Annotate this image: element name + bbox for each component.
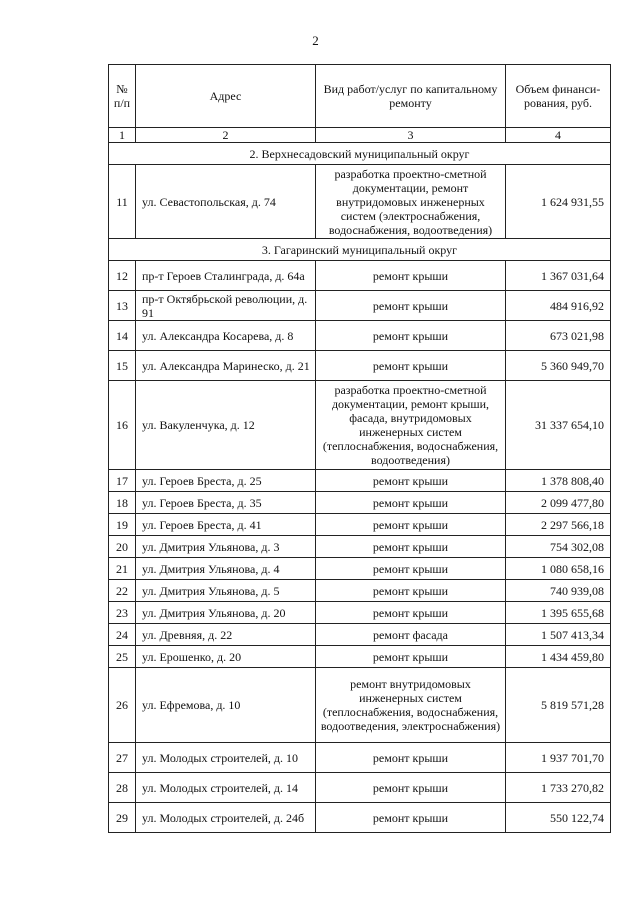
header-row (109, 65, 611, 128)
table-row (109, 668, 611, 743)
row-work-type: ремонт крыши (316, 646, 506, 668)
column-index-row (109, 128, 611, 143)
column-index: 4 (506, 128, 611, 143)
row-number: 14 (109, 321, 136, 351)
row-work-type: ремонт крыши (316, 351, 506, 381)
column-index: 3 (316, 128, 506, 143)
row-amount: 5 819 571,28 (506, 668, 611, 743)
row-work-type: ремонт крыши (316, 514, 506, 536)
district-header-row (109, 239, 611, 261)
row-work-type: ремонт внутридомовых инженерных систем (теплоснабжения, водоснабжения, водоотведения, электроснабжения) (316, 668, 506, 743)
row-address: ул. Александра Косарева, д. 8 (136, 321, 316, 351)
row-amount: 2 099 477,80 (506, 492, 611, 514)
row-address: ул. Александра Маринеско, д. 21 (136, 351, 316, 381)
row-address: ул. Древняя, д. 22 (136, 624, 316, 646)
row-work-type: разработка проектно-сметной документации, ремонт внутридомовых инженерных систем (электроснабжения, водоснабжения, водоотведения) (316, 165, 506, 239)
table-row (109, 773, 611, 803)
row-amount: 754 302,08 (506, 536, 611, 558)
row-work-type: ремонт крыши (316, 580, 506, 602)
table-row (109, 536, 611, 558)
row-amount: 5 360 949,70 (506, 351, 611, 381)
row-number: 20 (109, 536, 136, 558)
row-work-type: ремонт крыши (316, 291, 506, 321)
row-work-type: ремонт крыши (316, 470, 506, 492)
row-number: 24 (109, 624, 136, 646)
district-header-row (109, 143, 611, 165)
row-work-type: ремонт крыши (316, 536, 506, 558)
header-address: Адрес (136, 65, 316, 128)
row-number: 15 (109, 351, 136, 381)
row-work-type: ремонт крыши (316, 743, 506, 773)
column-index: 2 (136, 128, 316, 143)
header-work: Вид работ/услуг по капитальному ремонту (316, 65, 506, 128)
row-amount: 1 395 655,68 (506, 602, 611, 624)
row-amount: 1 733 270,82 (506, 773, 611, 803)
table-row (109, 165, 611, 239)
table-row (109, 558, 611, 580)
row-work-type: ремонт крыши (316, 803, 506, 833)
row-address: ул. Ерошенко, д. 20 (136, 646, 316, 668)
row-work-type: ремонт крыши (316, 261, 506, 291)
row-address: ул. Молодых строителей, д. 24б (136, 803, 316, 833)
table-row (109, 381, 611, 470)
row-number: 21 (109, 558, 136, 580)
row-number: 13 (109, 291, 136, 321)
row-amount: 673 021,98 (506, 321, 611, 351)
row-address: ул. Героев Бреста, д. 35 (136, 492, 316, 514)
row-number: 19 (109, 514, 136, 536)
row-address: ул. Молодых строителей, д. 10 (136, 743, 316, 773)
row-work-type: ремонт крыши (316, 602, 506, 624)
row-amount: 550 122,74 (506, 803, 611, 833)
row-work-type: ремонт фасада (316, 624, 506, 646)
column-index: 1 (109, 128, 136, 143)
row-address: ул. Дмитрия Ульянова, д. 4 (136, 558, 316, 580)
row-number: 28 (109, 773, 136, 803)
row-address: ул. Героев Бреста, д. 25 (136, 470, 316, 492)
row-number: 22 (109, 580, 136, 602)
row-amount: 1 624 931,55 (506, 165, 611, 239)
row-number: 27 (109, 743, 136, 773)
row-amount: 31 337 654,10 (506, 381, 611, 470)
table-row (109, 492, 611, 514)
row-amount: 1 367 031,64 (506, 261, 611, 291)
table-row (109, 624, 611, 646)
table-row (109, 803, 611, 833)
table-row (109, 646, 611, 668)
row-work-type: разработка проектно-сметной документации, ремонт крыши, фасада, внутридомовых инженерных систем (теплоснабжения, водоснабжения, водоотведения) (316, 381, 506, 470)
row-amount: 1 378 808,40 (506, 470, 611, 492)
row-address: ул. Вакуленчука, д. 12 (136, 381, 316, 470)
header-num: № п/п (109, 65, 136, 128)
table-row (109, 514, 611, 536)
district-title: 2. Верхнесадовский муниципальный округ (109, 143, 611, 165)
row-address: ул. Дмитрия Ульянова, д. 20 (136, 602, 316, 624)
table-row (109, 580, 611, 602)
row-amount: 1 434 459,80 (506, 646, 611, 668)
district-title: 3. Гагаринский муниципальный округ (109, 239, 611, 261)
row-number: 23 (109, 602, 136, 624)
row-number: 17 (109, 470, 136, 492)
row-amount: 2 297 566,18 (506, 514, 611, 536)
table-row (109, 470, 611, 492)
row-address: ул. Дмитрия Ульянова, д. 3 (136, 536, 316, 558)
row-work-type: ремонт крыши (316, 321, 506, 351)
table-row (109, 261, 611, 291)
page-number: 2 (312, 33, 319, 48)
row-number: 11 (109, 165, 136, 239)
row-amount: 1 507 413,34 (506, 624, 611, 646)
table-row (109, 291, 611, 321)
table-row (109, 321, 611, 351)
row-address: ул. Ефремова, д. 10 (136, 668, 316, 743)
row-amount: 740 939,08 (506, 580, 611, 602)
row-number: 26 (109, 668, 136, 743)
table-row (109, 351, 611, 381)
row-address: ул. Героев Бреста, д. 41 (136, 514, 316, 536)
row-work-type: ремонт крыши (316, 558, 506, 580)
row-amount: 1 080 658,16 (506, 558, 611, 580)
row-address: ул. Дмитрия Ульянова, д. 5 (136, 580, 316, 602)
table-row (109, 602, 611, 624)
row-number: 18 (109, 492, 136, 514)
row-address: ул. Молодых строителей, д. 14 (136, 773, 316, 803)
table-row (109, 743, 611, 773)
row-number: 12 (109, 261, 136, 291)
repair-register-table (108, 64, 611, 833)
row-amount: 1 937 701,70 (506, 743, 611, 773)
row-work-type: ремонт крыши (316, 773, 506, 803)
row-number: 29 (109, 803, 136, 833)
header-amount: Объем финанси-рования, руб. (506, 65, 611, 128)
row-amount: 484 916,92 (506, 291, 611, 321)
row-work-type: ремонт крыши (316, 492, 506, 514)
row-address: ул. Севастопольская, д. 74 (136, 165, 316, 239)
row-address: пр-т Октябрьской революции, д. 91 (136, 291, 316, 321)
row-number: 16 (109, 381, 136, 470)
row-number: 25 (109, 646, 136, 668)
row-address: пр-т Героев Сталинграда, д. 64а (136, 261, 316, 291)
